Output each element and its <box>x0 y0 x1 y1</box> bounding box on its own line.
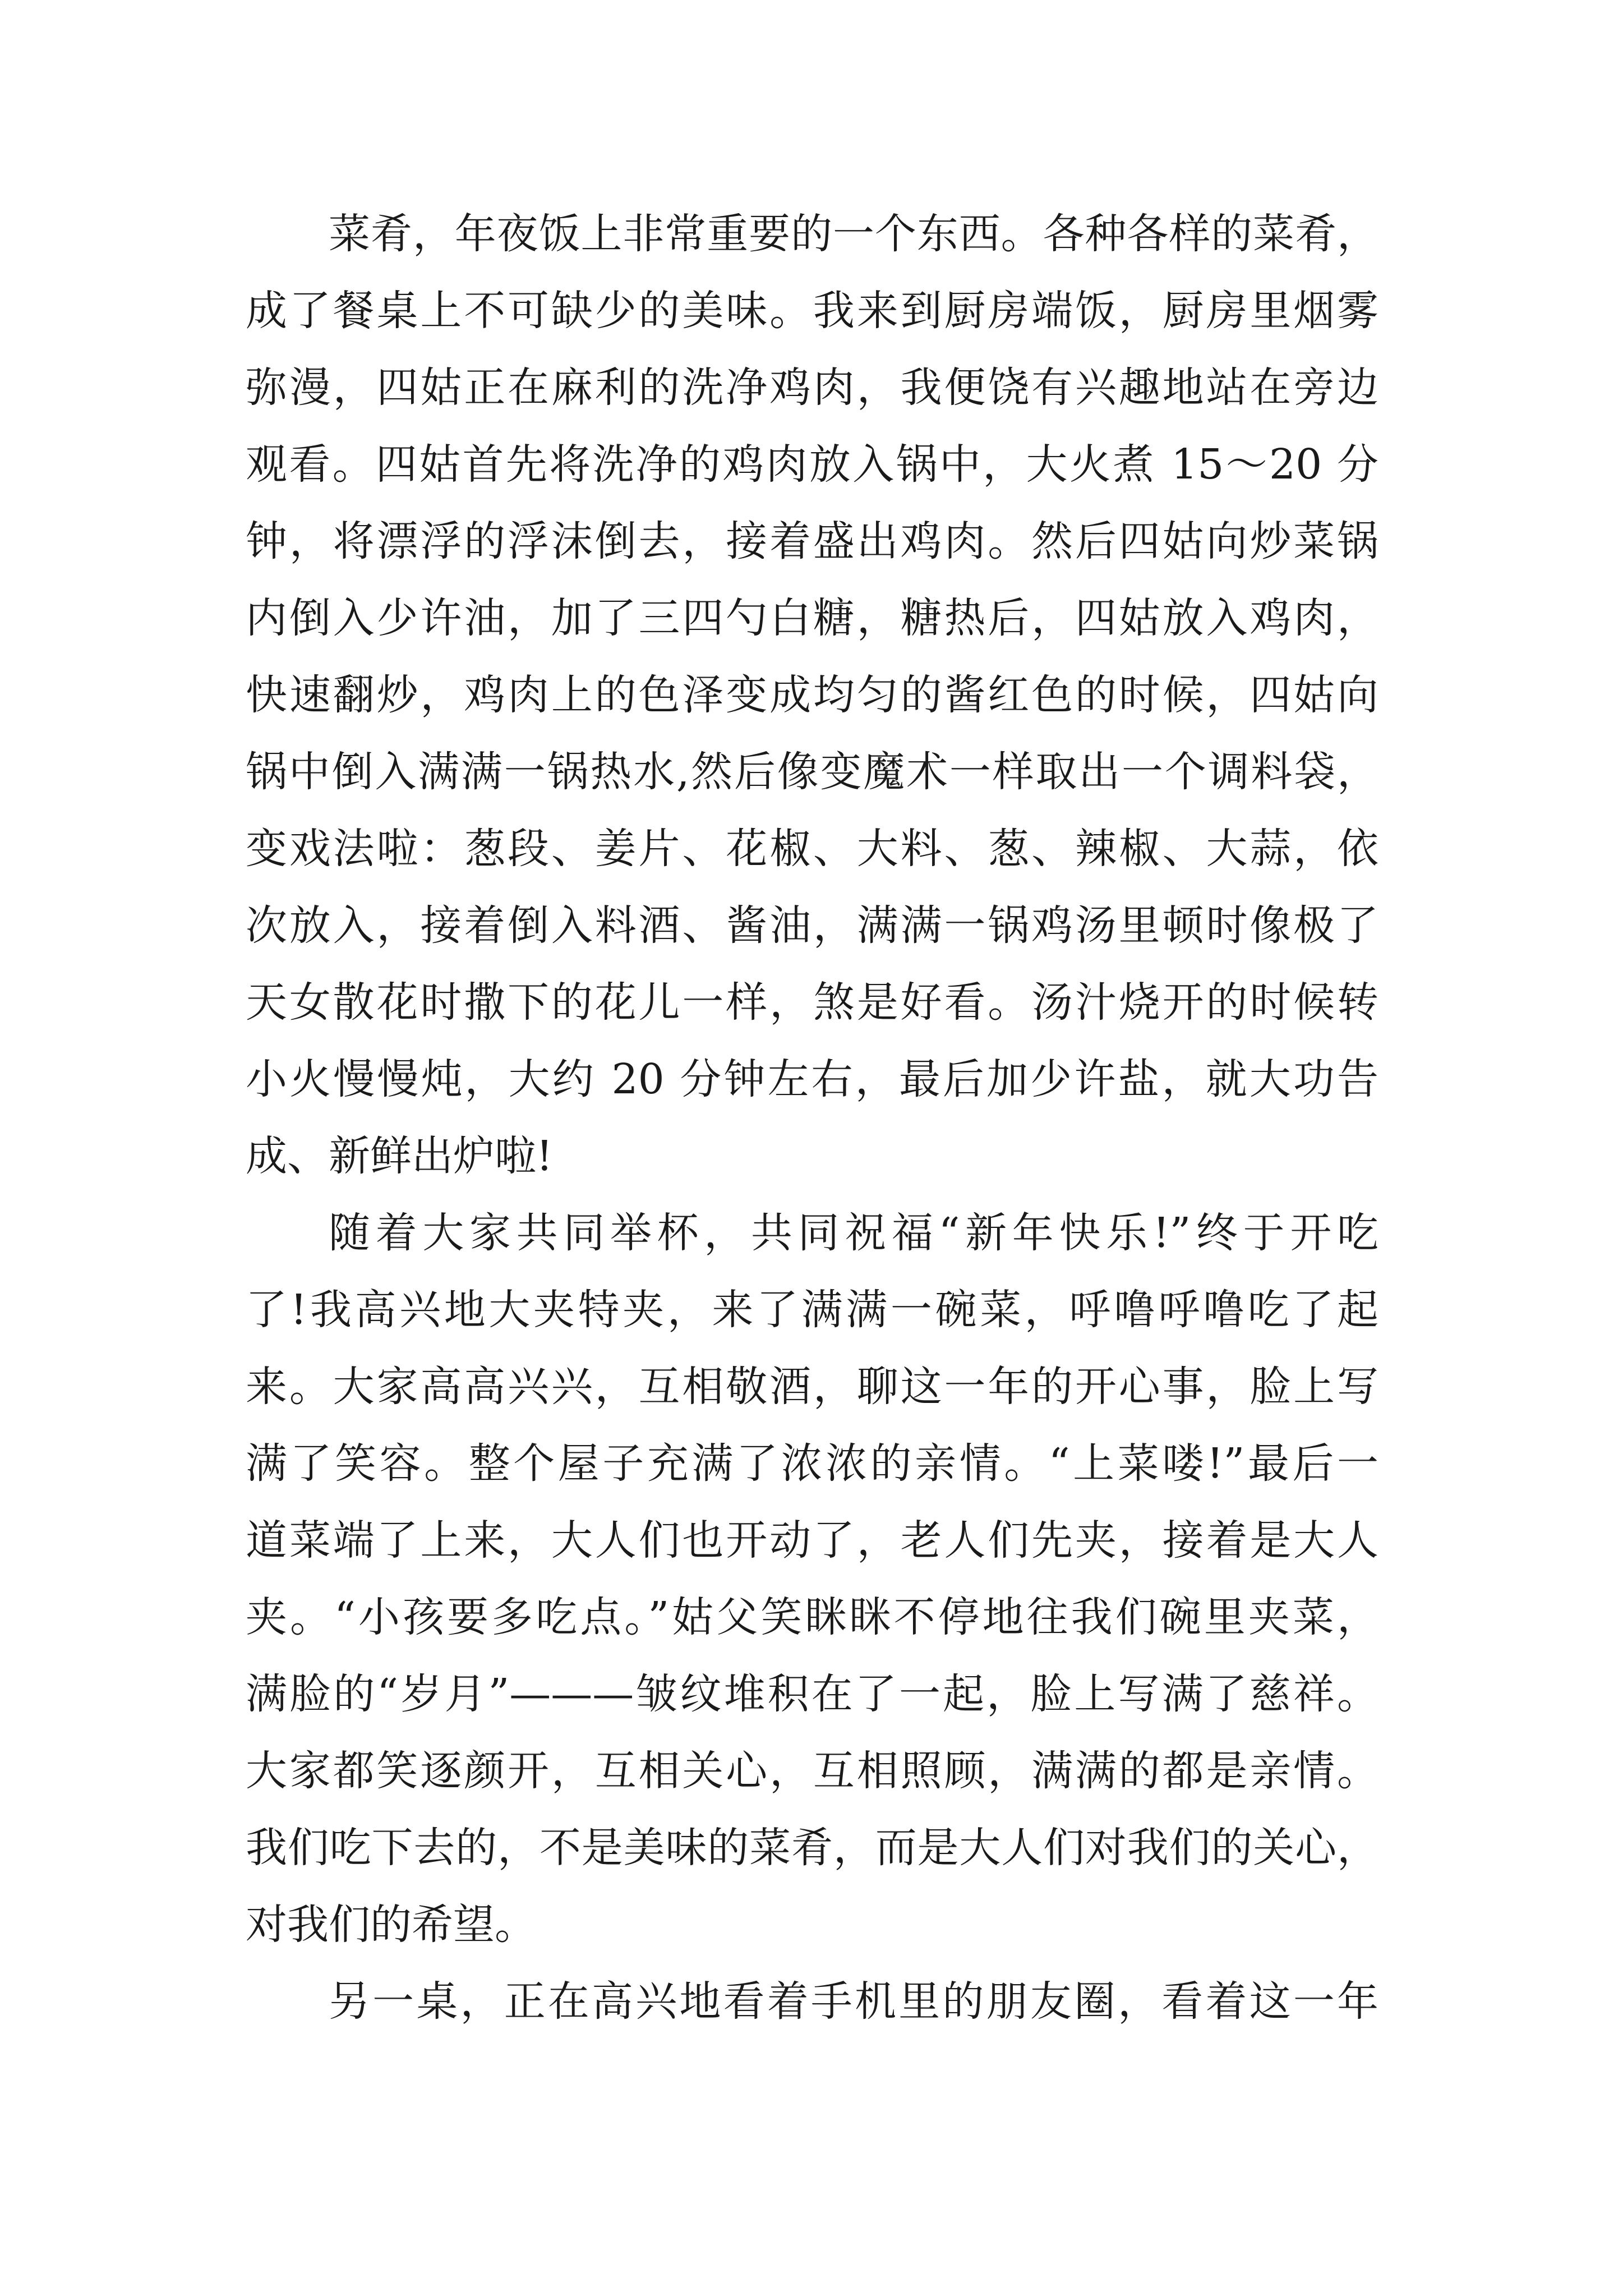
text-line: 随着大家共同举杯，共同祝福“新年快乐!”终于开吃 <box>329 1209 1378 1257</box>
text-line: 夹。“小孩要多吃点。”姑父笑眯眯不停地往我们碗里夹菜， <box>246 1593 1378 1641</box>
text-line: 了!我高兴地大夹特夹，来了满满一碗菜，呼噜呼噜吃了起 <box>246 1286 1378 1334</box>
text-line: 成了餐桌上不可缺少的美味。我来到厨房端饭，厨房里烟雾 <box>246 287 1378 335</box>
text-line: 快速翻炒，鸡肉上的色泽变成均匀的酱红色的时候，四姑向 <box>246 671 1378 719</box>
text-line: 变戏法啦：葱段、姜片、花椒、大料、葱、辣椒、大蒜，依 <box>246 825 1378 873</box>
text-line: 次放入，接着倒入料酒、酱油，满满一锅鸡汤里顿时像极了 <box>246 901 1378 950</box>
text-line: 钟，将漂浮的浮沫倒去，接着盛出鸡肉。然后四姑向炒菜锅 <box>246 517 1378 565</box>
text-line: 大家都笑逐颜开，互相关心，互相照顾，满满的都是亲情。 <box>246 1747 1378 1795</box>
text-line: 天女散花时撒下的花儿一样，煞是好看。汤汁烧开的时候转 <box>246 978 1378 1027</box>
text-line: 道菜端了上来，大人们也开动了，老人们先夹，接着是大人 <box>246 1516 1378 1565</box>
text-line: 满了笑容。整个屋子充满了浓浓的亲情。“上菜喽!”最后一 <box>246 1439 1378 1488</box>
text-line: 我们吃下去的，不是美味的菜肴，而是大人们对我们的关心， <box>246 1824 1378 1872</box>
text-line: 来。大家高高兴兴，互相敬酒，聊这一年的开心事，脸上写 <box>246 1363 1378 1411</box>
text-line: 弥漫，四姑正在麻利的洗净鸡肉，我便饶有兴趣地站在旁边 <box>246 364 1378 412</box>
text-line: 另一桌，正在高兴地看着手机里的朋友圈，看着这一年 <box>329 1977 1378 2026</box>
text-line: 锅中倒入满满一锅热水,然后像变魔术一样取出一个调料袋， <box>246 748 1378 796</box>
text-line: 小火慢慢炖，大约 20 分钟左右，最后加少许盐，就大功告 <box>246 1055 1378 1103</box>
text-line: 成、新鲜出炉啦! <box>246 1132 553 1180</box>
text-line: 内倒入少许油，加了三四勺白糖，糖热后，四姑放入鸡肉， <box>246 594 1378 642</box>
text-line: 对我们的希望。 <box>246 1901 536 1949</box>
text-line: 满脸的“岁月”———皱纹堆积在了一起，脸上写满了慈祥。 <box>246 1670 1378 1718</box>
text-line: 观看。四姑首先将洗净的鸡肉放入锅中，大火煮 15～20 分 <box>246 440 1378 489</box>
text-line: 菜肴，年夜饭上非常重要的一个东西。各种各样的菜肴， <box>329 210 1378 258</box>
body-text <box>246 212 1378 2056</box>
